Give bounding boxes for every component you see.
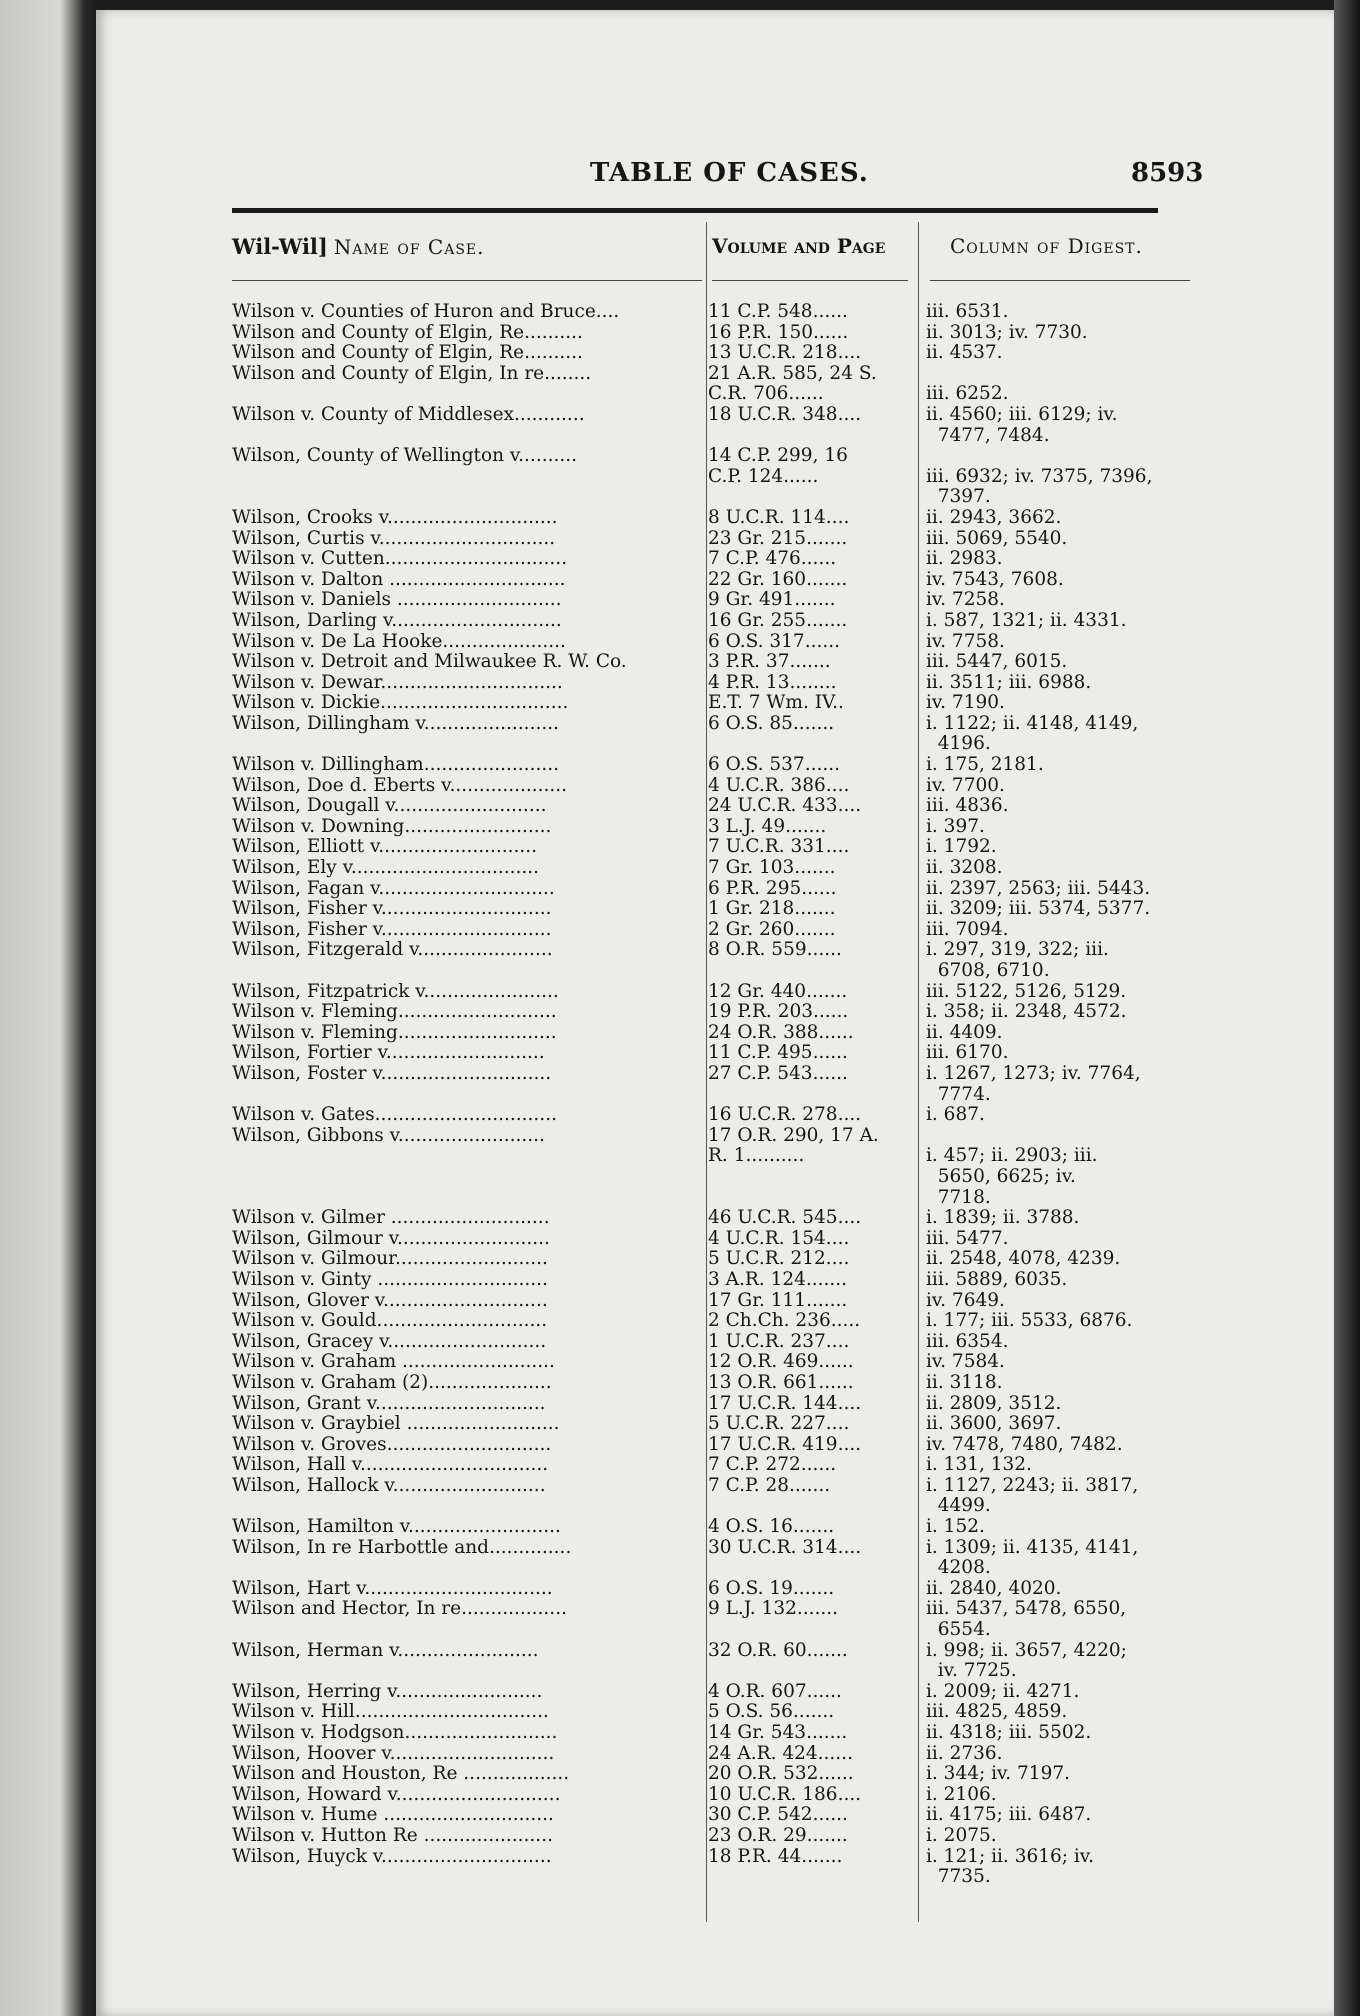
volume-page: E.T. 7 Wm. IV.. [708, 692, 844, 714]
table-row [232, 776, 1192, 797]
table-row [232, 1064, 1192, 1105]
volume-page: 4 O.S. 16....... [708, 1516, 835, 1538]
case-name: Wilson, Hoover v............................ [232, 1743, 555, 1764]
digest-columns: iii. 4825, 4859. [926, 1701, 1068, 1723]
case-name: Wilson v. County of Middlesex............ [232, 404, 585, 425]
volume-page: 6 O.S. 19....... [708, 1577, 835, 1599]
digest-columns: ii. 4409. [926, 1021, 1003, 1043]
digest-columns: i. 152. [926, 1516, 985, 1538]
table-row [232, 1023, 1192, 1044]
case-name: Wilson, Doe d. Eberts v.................... [232, 775, 568, 796]
table-row [232, 1641, 1192, 1682]
digest-columns: i. 175, 2181. [926, 754, 1044, 776]
table-row [232, 879, 1192, 900]
digest-columns: iv. 7190. [926, 692, 1005, 714]
digest-columns: ii. 3511; iii. 6988. [926, 671, 1092, 693]
page-number: 8593 [1131, 158, 1204, 188]
digest-columns: i. 131, 132. [926, 1454, 1032, 1476]
digest-columns: i. 1309; ii. 4135, 4141, 4208. [926, 1536, 1139, 1579]
volume-page: 17 U.C.R. 144.... [708, 1392, 862, 1414]
volume-page: 10 U.C.R. 186.... [708, 1783, 862, 1805]
case-name: Wilson, Howard v............................ [232, 1784, 561, 1805]
volume-page: 24 A.R. 424...... [708, 1742, 853, 1764]
volume-page: 46 U.C.R. 545.... [708, 1207, 862, 1229]
scan-edge-shadow [1334, 0, 1360, 2016]
volume-page: 17 O.R. 290, 17 A. R. 1.......... [708, 1124, 879, 1167]
digest-columns: iv. 7649. [926, 1289, 1005, 1311]
digest-columns: ii. 2809, 3512. [926, 1392, 1062, 1414]
case-name: Wilson v. Hill................................. [232, 1702, 549, 1723]
volume-column-header: Volume and Page [712, 234, 886, 258]
digest-columns: i. 177; iii. 5533, 6876. [926, 1310, 1133, 1332]
digest-columns: ii. 3209; iii. 5374, 5377. [926, 898, 1151, 920]
digest-columns: i. 121; ii. 3616; iv. 7735. [926, 1845, 1094, 1888]
case-name: Wilson, Fortier v........................... [232, 1043, 545, 1064]
case-name: Wilson and County of Elgin, Re.......... [232, 343, 583, 364]
digest-columns: i. 358; ii. 2348, 4572. [926, 1001, 1127, 1023]
volume-page: 5 U.C.R. 212.... [708, 1248, 850, 1270]
digest-columns: ii. 4560; iii. 6129; iv. 7477, 7484. [926, 403, 1118, 446]
case-name: Wilson, Hart v................................ [232, 1578, 553, 1599]
table-row [232, 549, 1192, 570]
digest-columns: i. 687. [926, 1104, 985, 1126]
case-name: Wilson, Hall v................................ [232, 1455, 549, 1476]
digest-columns: i. 1267, 1273; iv. 7764, 7774. [926, 1062, 1141, 1105]
case-name: Wilson v. Dickie................................ [232, 693, 569, 714]
volume-page: 30 U.C.R. 314.... [708, 1536, 862, 1558]
case-name: Wilson, Gibbons v......................... [232, 1125, 545, 1146]
table-row [232, 1702, 1192, 1723]
case-name: Wilson, Fisher v............................. [232, 899, 552, 920]
case-name: Wilson v. Graham .......................... [232, 1352, 555, 1373]
table-row [232, 1043, 1192, 1064]
table-row [232, 611, 1192, 632]
table-row [232, 817, 1192, 838]
case-name: Wilson v. Gilmour.......................... [232, 1249, 548, 1270]
volume-page: 19 P.R. 203...... [708, 1001, 849, 1023]
case-name: Wilson, In re Harbottle and.............. [232, 1537, 572, 1558]
volume-page: 22 Gr. 160....... [708, 568, 848, 590]
case-name: Wilson v. Dewar............................... [232, 672, 563, 693]
case-name: Wilson, Gilmour v.......................... [232, 1228, 550, 1249]
digest-columns: i. 344; iv. 7197. [926, 1763, 1070, 1785]
digest-columns: iii. 5069, 5540. [926, 527, 1068, 549]
table-row [232, 1352, 1192, 1373]
volume-page: 1 U.C.R. 237.... [708, 1330, 850, 1352]
digest-columns: ii. 4537. [926, 342, 1003, 364]
digest-columns: iv. 7584. [926, 1351, 1005, 1373]
table-row [232, 1476, 1192, 1517]
case-name: Wilson v. Gould............................. [232, 1311, 548, 1332]
volume-page: 6 P.R. 295...... [708, 877, 837, 899]
digest-columns: i. 457; ii. 2903; iii. 5650, 6625; iv. 7718. [926, 1145, 1098, 1208]
volume-page: 5 U.C.R. 227.... [708, 1413, 850, 1435]
digest-columns: ii. 4318; iii. 5502. [926, 1722, 1092, 1743]
digest-columns: iv. 7478, 7480, 7482. [926, 1433, 1123, 1455]
volume-page: 3 L.J. 49....... [708, 815, 827, 837]
range-label: Wil-Wil] [232, 234, 328, 259]
volume-page: 14 C.P. 299, 16 C.P. 124...... [708, 445, 848, 487]
volume-page: 6 O.S. 537...... [708, 754, 840, 776]
digest-columns: ii. 4175; iii. 6487. [926, 1804, 1092, 1826]
case-name: Wilson v. Graybiel .......................... [232, 1414, 560, 1435]
digest-columns: ii. 3013; iv. 7730. [926, 321, 1088, 343]
page-title: TABLE OF CASES. [590, 158, 869, 188]
volume-page: 14 Gr. 543....... [708, 1722, 848, 1743]
case-name: Wilson, Curtis v.............................. [232, 528, 556, 549]
table-row [232, 1249, 1192, 1270]
volume-page: 32 O.R. 60....... [708, 1639, 848, 1661]
volume-page: 3 A.R. 124....... [708, 1268, 848, 1290]
table-row [232, 1435, 1192, 1456]
table-row [232, 714, 1192, 755]
volume-page: 13 U.C.R. 218.... [708, 342, 862, 364]
volume-page: 16 P.R. 150...... [708, 321, 849, 343]
volume-page: 12 O.R. 469...... [708, 1351, 854, 1373]
digest-columns: i. 2106. [926, 1783, 997, 1805]
table-row [232, 796, 1192, 817]
case-name: Wilson v. Dalton .............................. [232, 569, 566, 590]
volume-page: 18 U.C.R. 348.... [708, 403, 862, 425]
case-name: Wilson v. De La Hooke..................... [232, 631, 566, 652]
case-name: Wilson, Fagan v.............................. [232, 878, 555, 899]
case-name: Wilson, Crooks v............................. [232, 507, 558, 528]
volume-page: 1 Gr. 218....... [708, 898, 836, 920]
table-row [232, 1826, 1192, 1847]
table-row [232, 590, 1192, 611]
volume-page: 7 C.P. 28....... [708, 1474, 831, 1496]
table-row [232, 1105, 1192, 1126]
table-row [232, 1682, 1192, 1703]
table-row [232, 1517, 1192, 1538]
volume-page: 4 U.C.R. 386.... [708, 774, 850, 796]
table-row [232, 652, 1192, 673]
digest-columns: iii. 4836. [926, 795, 1009, 817]
table-row [232, 755, 1192, 776]
volume-page: 9 L.J. 132....... [708, 1598, 839, 1620]
table-row [232, 1291, 1192, 1312]
case-name: Wilson, Herring v......................... [232, 1681, 543, 1702]
volume-page: 21 A.R. 585, 24 S. C.R. 706...... [708, 362, 877, 405]
table-row [232, 1394, 1192, 1415]
digest-columns: iv. 7258. [926, 589, 1005, 611]
case-name: Wilson, Grant v............................. [232, 1393, 546, 1414]
digest-columns: iv. 7700. [926, 774, 1005, 796]
table-row [232, 1002, 1192, 1023]
volume-page: 6 O.S. 85....... [708, 712, 835, 734]
volume-page: 11 C.P. 495...... [708, 1042, 848, 1064]
table-row [232, 693, 1192, 714]
volume-page: 16 U.C.R. 278.... [708, 1104, 862, 1126]
digest-columns: i. 587, 1321; ii. 4331. [926, 609, 1127, 631]
digest-columns: ii. 2983. [926, 548, 1003, 570]
table-row [232, 323, 1192, 344]
case-name: Wilson, Herman v........................ [232, 1640, 539, 1661]
case-name: Wilson v. Hodgson.......................... [232, 1723, 558, 1743]
digest-columns: iii. 5889, 6035. [926, 1268, 1068, 1290]
scan-binding-shadow [0, 0, 96, 2016]
table-row [232, 1208, 1192, 1229]
digest-columns: iii. 6170. [926, 1042, 1009, 1064]
volume-page: 24 U.C.R. 433.... [708, 795, 862, 817]
case-name: Wilson v. Ginty ............................. [232, 1269, 548, 1290]
table-row [232, 1229, 1192, 1250]
name-column-header [232, 234, 485, 259]
volume-page: 23 O.R. 29....... [708, 1824, 848, 1846]
case-name: Wilson, Huyck v............................. [232, 1846, 552, 1867]
case-name: Wilson, Ely v................................ [232, 858, 540, 879]
volume-page: 12 Gr. 440....... [708, 980, 848, 1002]
case-name: Wilson v. Gates............................... [232, 1105, 557, 1126]
case-name: Wilson, Foster v............................. [232, 1063, 552, 1084]
digest-columns: ii. 2397, 2563; iii. 5443. [926, 877, 1151, 899]
digest-columns: ii. 2943, 3662. [926, 506, 1062, 528]
volume-page: 2 Ch.Ch. 236..... [708, 1310, 861, 1332]
digest-columns: i. 297, 319, 322; iii. 6708, 6710. [926, 939, 1109, 982]
table-row [232, 1332, 1192, 1353]
case-name: Wilson, Dillingham v....................... [232, 713, 559, 734]
digest-columns: iv. 7758. [926, 630, 1005, 652]
case-name: Wilson v. Daniels ............................ [232, 590, 562, 611]
volume-page: 24 O.R. 388...... [708, 1021, 854, 1043]
case-name: Wilson v. Counties of Huron and Bruce.... [232, 302, 620, 322]
digest-columns: ii. 2548, 4078, 4239. [926, 1248, 1121, 1270]
column-rule-name [232, 280, 702, 281]
volume-page: 7 Gr. 103....... [708, 857, 836, 879]
table-row [232, 1847, 1192, 1888]
table-row [232, 1785, 1192, 1806]
table-row [232, 1764, 1192, 1785]
volume-page: 7 U.C.R. 331.... [708, 836, 850, 858]
digest-columns: i. 1127, 2243; ii. 3817, 4499. [926, 1474, 1139, 1517]
table-row [232, 1744, 1192, 1765]
digest-columns: iii. 5437, 5478, 6550, 6554. [926, 1598, 1127, 1641]
volume-page: 7 C.P. 272...... [708, 1454, 837, 1476]
table-row [232, 1599, 1192, 1640]
table-row [232, 570, 1192, 591]
case-name: Wilson, Dougall v.......................... [232, 796, 547, 817]
table-row [232, 1270, 1192, 1291]
case-name: Wilson v. Hutton Re ...................... [232, 1825, 553, 1846]
table-row [232, 940, 1192, 981]
table-row [232, 529, 1192, 550]
digest-columns: i. 1839; ii. 3788. [926, 1207, 1080, 1229]
digest-columns: iii. 5122, 5126, 5129. [926, 980, 1127, 1002]
volume-page: 9 Gr. 491....... [708, 589, 836, 611]
table-row [232, 1373, 1192, 1394]
table-row [232, 673, 1192, 694]
table-row [232, 446, 1192, 508]
case-name: Wilson v. Downing......................... [232, 816, 552, 837]
name-column-label: Name of Case. [333, 235, 485, 259]
volume-page: 16 Gr. 255....... [708, 609, 848, 631]
case-name: Wilson, Fitzpatrick v....................... [232, 981, 559, 1002]
volume-page: 18 P.R. 44....... [708, 1845, 843, 1867]
digest-columns: iv. 7543, 7608. [926, 568, 1064, 590]
volume-page: 27 C.P. 543...... [708, 1062, 848, 1084]
digest-columns: iii. 5477. [926, 1227, 1009, 1249]
volume-page: 17 U.C.R. 419.... [708, 1433, 862, 1455]
digest-columns: ii. 2736. [926, 1742, 1003, 1764]
case-name: Wilson v. Groves............................ [232, 1434, 552, 1455]
digest-columns: ii. 3600, 3697. [926, 1413, 1062, 1435]
table-row [232, 405, 1192, 446]
case-name: Wilson v. Detroit and Milwaukee R. W. Co. [232, 652, 627, 673]
case-name: Wilson and County of Elgin, In re........ [232, 363, 592, 384]
case-name: Wilson and County of Elgin, Re.......... [232, 322, 583, 343]
digest-columns: i. 397. [926, 815, 985, 837]
case-name: Wilson, Fitzgerald v....................... [232, 940, 553, 961]
table-row [232, 1538, 1192, 1579]
header-rule [232, 208, 1158, 213]
case-name: Wilson and Hector, In re.................. [232, 1599, 567, 1620]
table-row [232, 1311, 1192, 1332]
case-name: Wilson, Hamilton v.......................... [232, 1517, 561, 1538]
table-row [232, 343, 1192, 364]
digest-columns: iii. 6932; iv. 7375, 7396, 7397. [926, 465, 1153, 508]
table-row [232, 508, 1192, 529]
case-name: Wilson v. Fleming........................... [232, 1002, 557, 1023]
table-row [232, 1126, 1192, 1208]
digest-columns: ii. 2840, 4020. [926, 1577, 1062, 1599]
case-name: Wilson v. Dillingham....................... [232, 755, 559, 776]
table-row [232, 982, 1192, 1003]
case-name: Wilson, Hallock v.......................... [232, 1475, 546, 1496]
table-row [232, 1455, 1192, 1476]
table-row [232, 858, 1192, 879]
volume-page: 8 U.C.R. 114.... [708, 506, 850, 528]
table-row [232, 837, 1192, 858]
case-name: Wilson, Elliott v........................... [232, 837, 538, 858]
digest-columns: i. 2075. [926, 1824, 997, 1846]
volume-page: 13 O.R. 661...... [708, 1371, 854, 1393]
volume-page: 6 O.S. 317...... [708, 630, 840, 652]
digest-columns: iii. 7094. [926, 918, 1009, 940]
column-rule-digest [930, 280, 1190, 281]
table-row [232, 899, 1192, 920]
cases-table [232, 302, 1192, 1888]
volume-page: 17 Gr. 111....... [708, 1289, 848, 1311]
volume-page: 4 P.R. 13........ [708, 671, 837, 693]
volume-page: 30 C.P. 542...... [708, 1804, 848, 1826]
table-row [232, 1723, 1192, 1744]
volume-page: 4 O.R. 607...... [708, 1680, 842, 1702]
volume-page: 7 C.P. 476...... [708, 548, 837, 570]
case-name: Wilson, Darling v............................. [232, 610, 562, 631]
digest-columns: i. 998; ii. 3657, 4220; iv. 7725. [926, 1639, 1127, 1682]
case-name: Wilson v. Fleming........................... [232, 1022, 557, 1043]
volume-page: 3 P.R. 37....... [708, 651, 831, 673]
table-row [232, 1805, 1192, 1826]
digest-columns: iii. 5447, 6015. [926, 651, 1068, 673]
case-name: Wilson, Fisher v............................. [232, 919, 552, 940]
case-name: Wilson, County of Wellington v.......... [232, 446, 577, 467]
digest-columns: i. 1122; ii. 4148, 4149, 4196. [926, 712, 1139, 755]
volume-page: 2 Gr. 260....... [708, 918, 836, 940]
digest-column-header: Column of Digest. [950, 234, 1143, 258]
volume-page: 5 O.S. 56....... [708, 1701, 835, 1723]
case-name: Wilson v. Graham (2)..................... [232, 1372, 552, 1393]
volume-page: 23 Gr. 215....... [708, 527, 848, 549]
column-rule-volume [712, 280, 908, 281]
case-name: Wilson v. Hume ............................. [232, 1805, 554, 1826]
case-name: Wilson, Glover v............................ [232, 1290, 548, 1311]
volume-page: 20 O.R. 532...... [708, 1763, 854, 1785]
case-name: Wilson and Houston, Re .................. [232, 1764, 570, 1785]
case-name: Wilson v. Cutten............................... [232, 549, 568, 570]
volume-page: 8 O.R. 559...... [708, 939, 842, 961]
case-name: Wilson v. Gilmer ........................... [232, 1208, 550, 1229]
digest-columns: i. 1792. [926, 836, 997, 858]
volume-page: 11 C.P. 548...... [708, 301, 848, 322]
digest-columns: iii. 6354. [926, 1330, 1009, 1352]
table-row [232, 364, 1192, 405]
digest-columns: ii. 3208. [926, 857, 1003, 879]
digest-columns: iii. 6252. [926, 383, 1009, 405]
table-row [232, 1579, 1192, 1600]
digest-columns: iii. 6531. [926, 301, 1009, 322]
digest-columns: ii. 3118. [926, 1371, 1003, 1393]
case-name: Wilson, Gracey v........................... [232, 1331, 547, 1352]
table-row [232, 302, 1192, 323]
table-row [232, 1414, 1192, 1435]
volume-page: 4 U.C.R. 154.... [708, 1227, 850, 1249]
digest-columns: i. 2009; ii. 4271. [926, 1680, 1080, 1702]
table-row [232, 920, 1192, 941]
table-row [232, 632, 1192, 653]
